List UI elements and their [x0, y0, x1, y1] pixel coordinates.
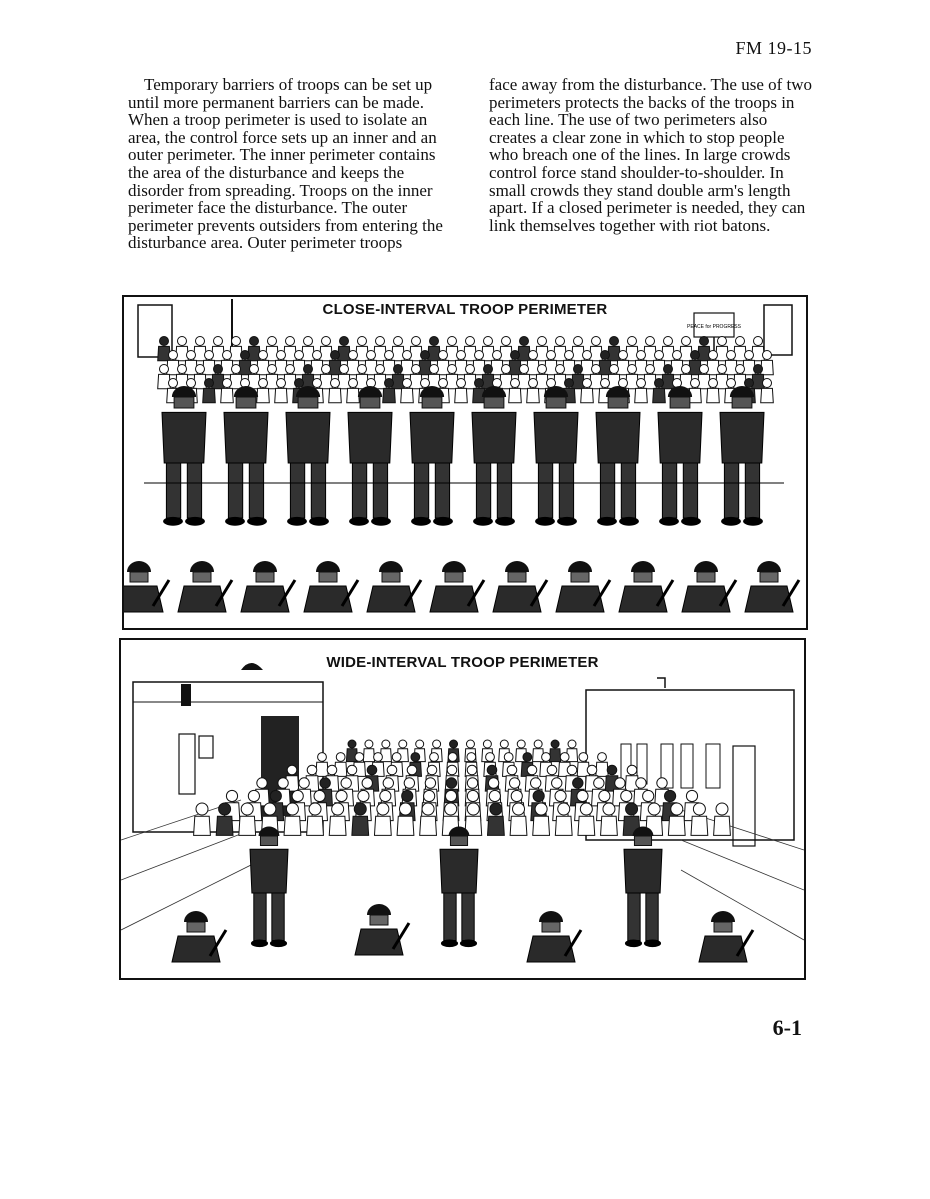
figure-title-close-interval: CLOSE-INTERVAL TROOP PERIMETER	[322, 301, 608, 318]
body-text-right-column	[489, 76, 814, 234]
paragraph-right: face away from the disturbance. The use of two perimeters protects the backs of the troops in each line. The use of two perimeters also creates a clear zone in which to stop people who breach one of the lines. In large crowds control force stand shoulder-to-shoulder. In small crowds they stand double arm's length apart. If a closed perimeter is needed, they can link themselves together with riot batons.	[489, 75, 813, 235]
protest-sign-text: PEACE for PROGRESS	[687, 324, 741, 330]
wide-interval-illustration	[121, 640, 804, 978]
troop-positions	[172, 827, 753, 963]
document-number: FM 19-15	[735, 38, 812, 58]
page-number: 6-1	[772, 1015, 802, 1040]
close-interval-illustration	[124, 297, 806, 628]
figure-close-interval	[122, 295, 808, 630]
troop-line	[144, 386, 784, 526]
paragraph-left: Temporary barriers of troops can be set up until more permanent barriers can be made. When a troop perimeter is used to isolate an area, the control force sets up an inner and an outer perimeter. The inner perimeter contains the area of the disturbance and keeps the disorder from spreading. Troops on the inner perimeter face the disturbance. The outer perimeter prevents outsiders from entering the disturbance area. Outer perimeter troops	[128, 75, 443, 253]
body-text-left-column	[128, 76, 453, 252]
figure-title-wide-interval: WIDE-INTERVAL TROOP PERIMETER	[326, 654, 599, 671]
figure-wide-interval	[119, 638, 806, 980]
front-row-troops	[124, 561, 799, 612]
